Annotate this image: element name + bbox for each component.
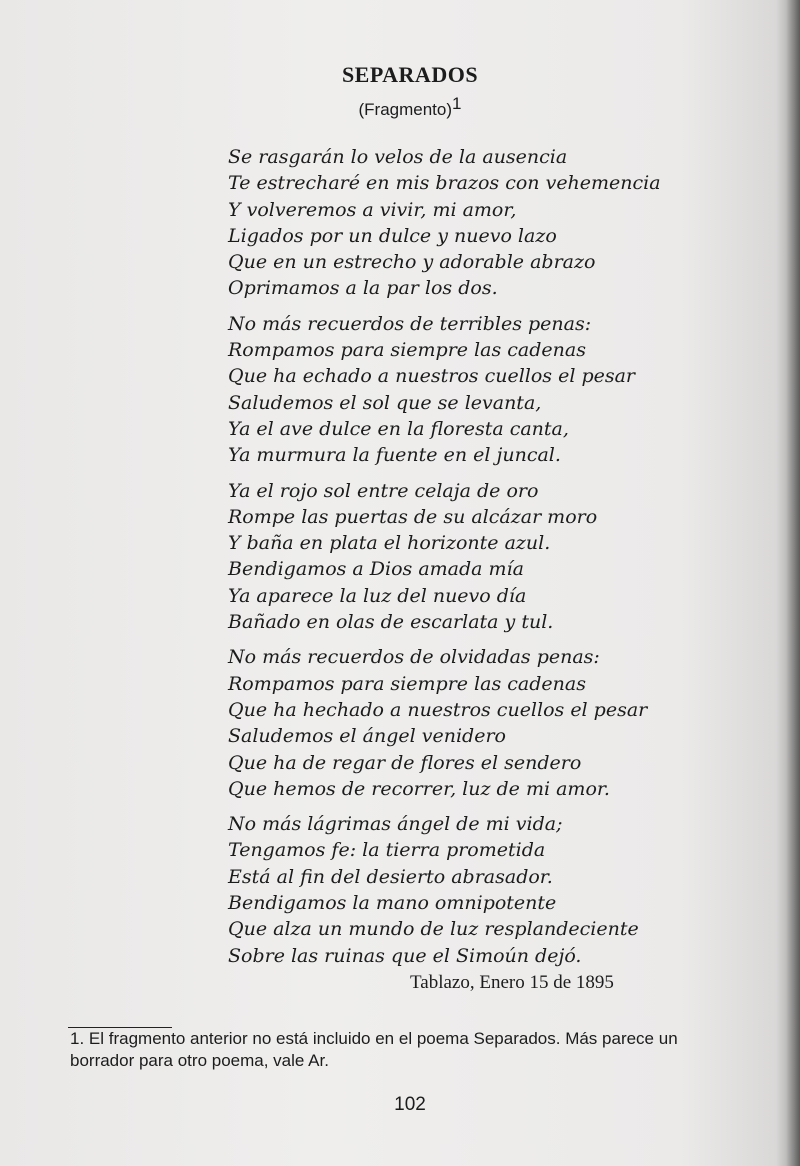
verse-line: Que hemos de recorrer, luz de mi amor. [228, 777, 610, 800]
stanza [228, 644, 668, 802]
footnote-line: 1. El fragmento anterior no está incluido en el poema Separados. Más parece un [70, 1029, 678, 1048]
verse-line: Ya murmura la fuente en el juncal. [228, 444, 561, 467]
poem-subtitle [0, 94, 800, 120]
verse-line: No más recuerdos de terribles penas: [228, 312, 592, 335]
verse-line: Que ha echado a nuestros cuellos el pesar [228, 365, 636, 388]
verse-line: Está al fin del desierto abrasador. [228, 865, 553, 888]
verse-line: Bañado en olas de escarlata y tul. [228, 611, 554, 634]
footnote [70, 1028, 760, 1072]
poem-body [228, 144, 668, 978]
page-edge-shadow [786, 0, 800, 1166]
stanza [228, 478, 668, 636]
verse-line: Saludemos el ángel venidero [228, 725, 506, 748]
verse-line: Sobre las ruinas que el Simoún dejó. [228, 944, 582, 967]
stanza [228, 811, 668, 969]
verse-line: Ya el rojo sol entre celaja de oro [228, 479, 539, 502]
page-number: 102 [394, 1094, 426, 1115]
stanza [228, 311, 668, 469]
verse-line: Se rasgarán lo velos de la ausencia [228, 146, 568, 168]
verse-line: Que ha de regar de flores el sendero [228, 751, 582, 774]
verse-line: No más lágrimas ángel de mi vida; [228, 813, 563, 836]
footnote-line: borrador para otro poema, vale Ar. [70, 1051, 329, 1070]
verse-line: Bendigamos a Dios amada mía [228, 558, 524, 581]
footnote-marker: 1 [452, 94, 462, 113]
verse-line: Tengamos fe: la tierra prometida [228, 839, 546, 862]
verse-line: No más recuerdos de olvidadas penas: [228, 646, 600, 669]
dateline: Tablazo, Enero 15 de 1895 [410, 972, 614, 993]
poem-title: SEPARADOS [341, 62, 479, 87]
verse-line: Saludemos el sol que se levanta, [228, 391, 542, 414]
verse-line: Bendigamos la mano omnipotente [228, 892, 557, 915]
verse-line: Y baña en plata el horizonte azul. [228, 532, 551, 555]
verse-line: Y volveremos a vivir, mi amor, [228, 198, 517, 221]
verse-line: Te estrecharé en mis brazos con vehemencia [228, 172, 661, 195]
verse-line: Oprimamos a la par los dos. [228, 277, 498, 300]
stanza [228, 144, 668, 302]
verse-line: Ya aparece la luz del nuevo día [228, 584, 527, 607]
verse-line: Ya el ave dulce en la floresta canta, [228, 417, 569, 440]
verse-line: Que alza un mundo de luz resplandeciente [228, 918, 639, 941]
verse-line: Que ha hechado a nuestros cuellos el pesar [228, 698, 648, 721]
verse-line: Rompamos para siempre las cadenas [228, 339, 586, 362]
verse-line: Rompe las puertas de su alcázar moro [228, 505, 598, 528]
verse-line: Que en un estrecho y adorable abrazo [228, 251, 596, 274]
verse-line: Rompamos para siempre las cadenas [228, 672, 586, 695]
subtitle-text: (Fragmento) [358, 100, 453, 119]
verse-line: Ligados por un dulce y nuevo lazo [228, 224, 557, 247]
